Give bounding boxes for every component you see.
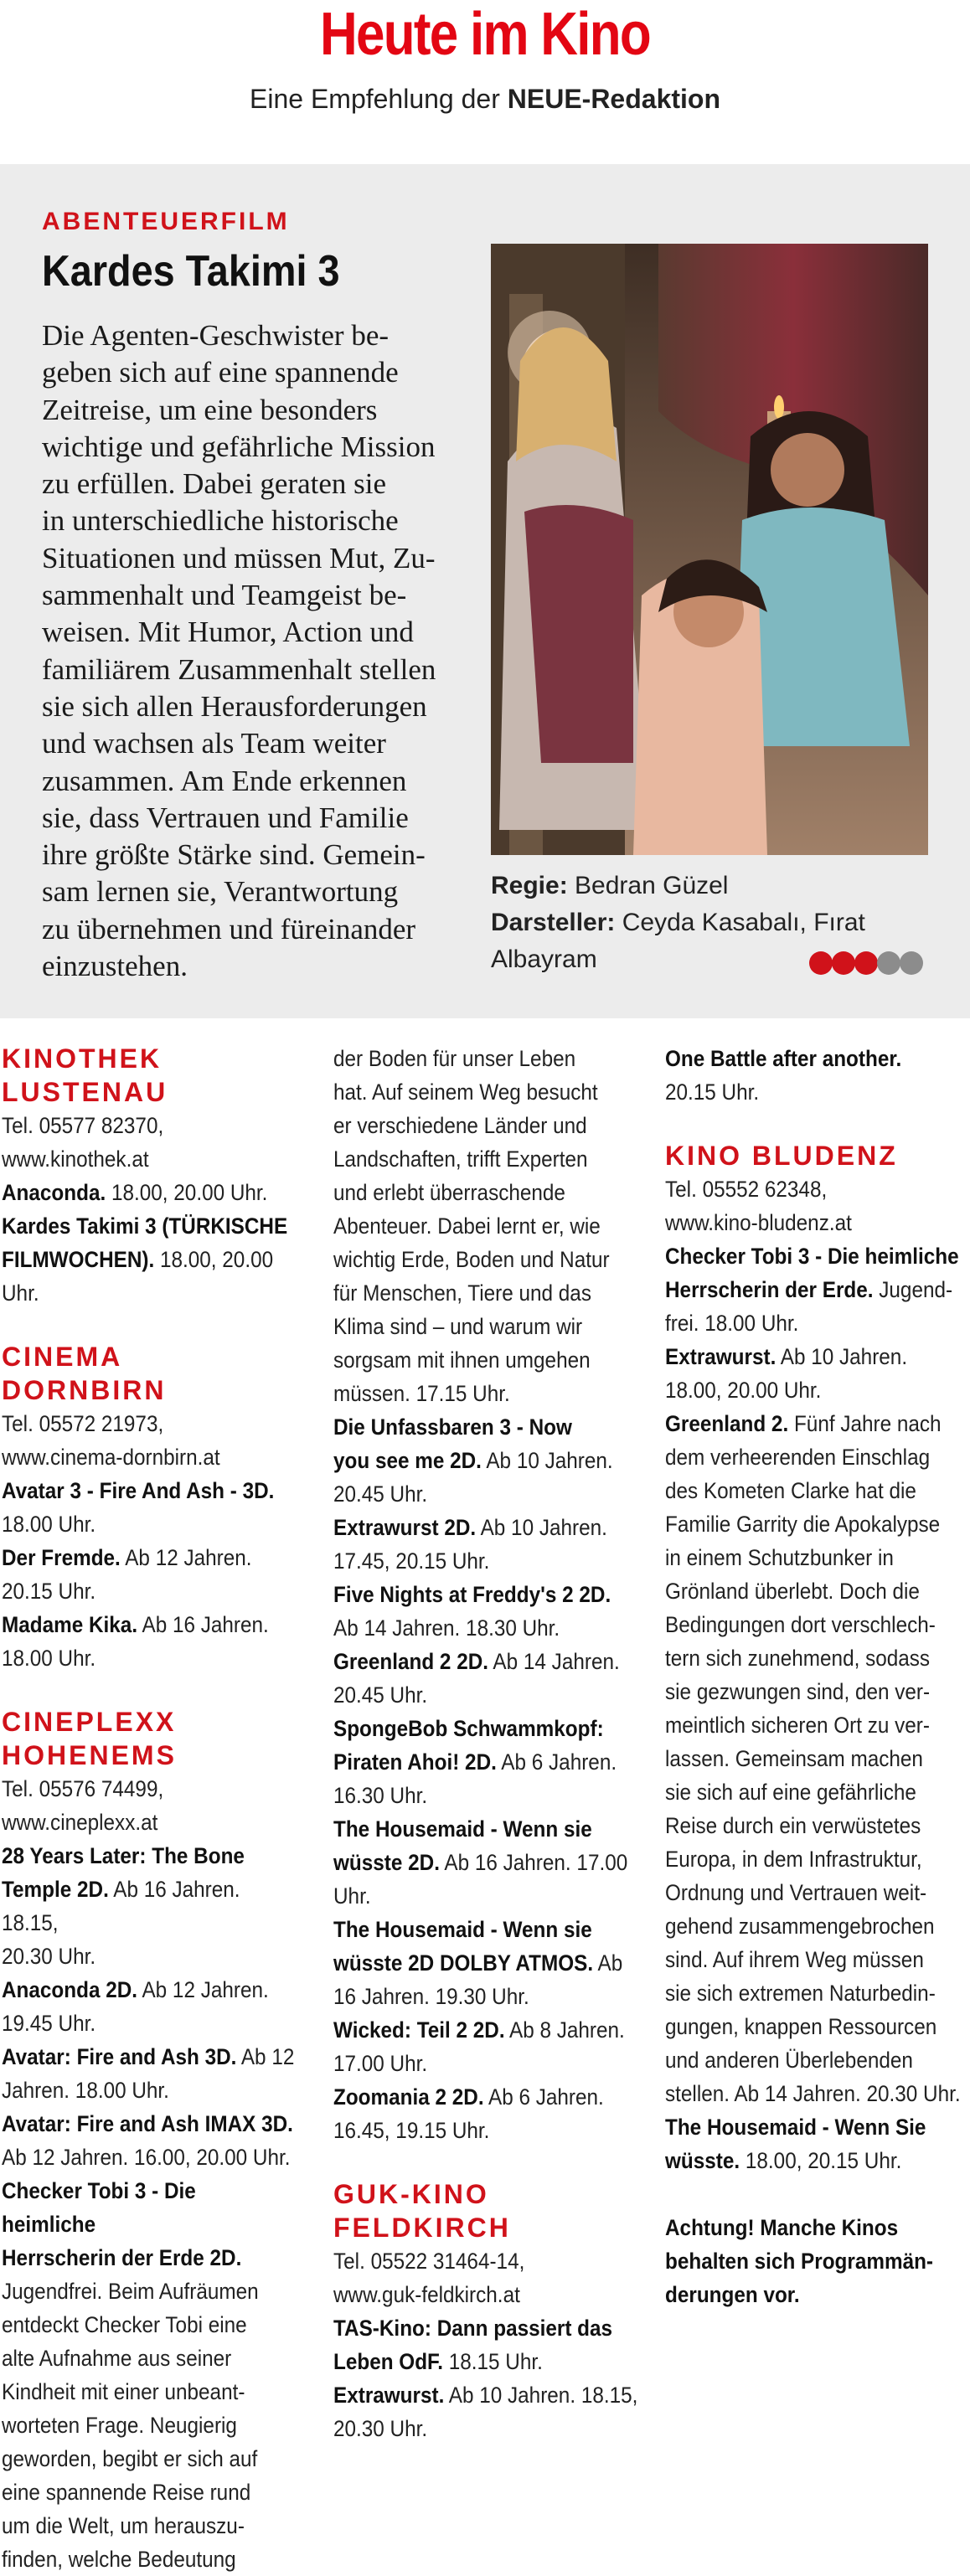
film-entry <box>2 1474 295 1541</box>
film-details: Jugendfrei. Beim Aufräumen entdeckt Checker Tobi eine alte Aufnahme aus seiner Kindheit mit einer unbeant- worteten Frage. Neugierig geworden, begibt er sich auf eine spannende Reise rund um die Welt, um herauszu- finden, welche Bedeutung <box>2 2279 259 2572</box>
film-title: Avatar 3 - Fire And Ash - 3D. <box>2 1478 275 1503</box>
film-title: Wicked: Teil 2 2D. <box>333 2017 505 2043</box>
page-title: Heute im Kino <box>320 1 650 68</box>
cinema-info <box>333 1042 648 1410</box>
film-title: The Housemaid - Wenn sie wüsste 2D DOLBY ATMOS. <box>333 1917 594 1976</box>
film-title: SpongeBob Schwammkopf: Piraten Ahoi! 2D. <box>333 1716 604 1775</box>
film-details: 20.15 Uhr. <box>665 1079 760 1105</box>
cinema-info <box>665 1172 967 1239</box>
film-details: Ab 16 Jahren. 18.00 Uhr. <box>2 1612 269 1671</box>
film-title: Madame Kika. <box>2 1612 138 1637</box>
subtitle-brand: NEUE-Redaktion <box>507 84 720 114</box>
cinema-info <box>2 1772 295 1839</box>
film-details: Tel. 05552 62348, www.kino-bludenz.at <box>665 1177 852 1235</box>
film-details: Ab 6 Jahren. 16.45, 19.15 Uhr. <box>333 2084 604 2143</box>
director-name: Bedran Güzel <box>575 872 729 899</box>
film-details: Ab 8 Jahren. 17.00 Uhr. <box>333 2017 625 2076</box>
film-title: Avatar: Fire and Ash IMAX 3D. <box>2 2111 293 2136</box>
page-subtitle <box>0 84 970 115</box>
cast-names: Ceyda Kasabalı, Fırat Albayram <box>491 909 865 973</box>
film-title: Checker Tobi 3 - Die heimliche Herrscherin der Erde 2D. <box>2 2178 242 2270</box>
film-details: Ab 10 Jahren. 20.45 Uhr. <box>333 1448 613 1507</box>
film-entry <box>2 2174 295 2576</box>
film-details: Ab 12 Jahren. 20.15 Uhr. <box>2 1545 252 1604</box>
page-header <box>0 0 970 142</box>
film-title: One Battle after another. <box>665 1046 902 1071</box>
film-still-photo <box>491 244 928 855</box>
film-entry <box>2 1176 295 1209</box>
film-details: Tel. 05522 31464-14, www.guk-feldkirch.at <box>333 2249 525 2307</box>
film-details: Ab 12 Jahren. 16.00, 20.00 Uhr. <box>2 2145 291 2170</box>
film-details: 18.00, 20.15 Uhr. <box>740 2148 902 2173</box>
film-title: Achtung! Manche Kinos behalten sich Programmän- derungen vor. <box>665 2215 934 2307</box>
film-entry <box>665 1239 967 1340</box>
film-entry <box>665 2110 967 2177</box>
film-details: Fünf Jahre nach dem verheerenden Einschlag des Kometen Clarke hat die Familie Garrity die Apokalypse in einem Schutzbunker in Grönland überlebt. Doch die Bedingungen dort verschlech- tern sich zunehmend, sodass sie gezwungen sind, den ver- meintlich sicheren Ort zu ver- lassen. Gemeinsam machen sie sich auf eine gefährliche Reise durch ein verwüstetes Europa, in dem Infrastruktur, Ordnung und Vertrauen weit- gehend zusammengebrochen sind. Auf ihrem Weg müssen sie sich extremen Naturbedin- gungen, knappen Ressourcen und anderen Überlebenden stellen. Ab 14 Jahren. 20.30 Uhr. <box>665 1411 961 2106</box>
film-entry <box>2 2107 295 2174</box>
film-entry <box>333 1578 648 1645</box>
film-details: Ab 6 Jahren. 16.30 Uhr. <box>333 1749 617 1808</box>
film-entry <box>333 1913 648 2013</box>
director-label: Regie: <box>491 872 568 899</box>
featured-film <box>0 164 970 1018</box>
film-details: Jugend- frei. 18.00 Uhr. <box>665 1277 953 1336</box>
film-entry <box>333 2080 648 2147</box>
cinema-name: GUK-KINO FELDKIRCH <box>333 2179 511 2243</box>
film-details: Ab 12 Jahren. 18.00 Uhr. <box>2 2044 295 2103</box>
film-entry <box>333 1511 648 1578</box>
feature-description: Die Agenten-Geschwister be- geben sich auf eine spannende Zeitreise, um eine besonders wichtige und gefährliche Mission zu erfüllen. Dabei geraten sie in unterschiedliche historische Situationen und müssen Mut, Zu- sammenhalt und Teamgeist be- weisen. Mit Humor, Action und familiärem Zusammenhalt stellen sie sich allen Herausforderungen und wachsen als Team weiter zusammen. Am Ende erkennen sie, dass Vertrauen und Familie ihre größte Stärke sind. Gemein- sam lernen sie, Verantwortung zu übernehmen und füreinander einzustehen. <box>42 319 436 983</box>
film-details: Tel. 05577 82370, www.kinothek.at <box>2 1113 164 1172</box>
film-still-illustration <box>491 244 928 855</box>
rating-dot-filled <box>854 951 878 975</box>
cinema-info <box>2 1109 295 1176</box>
film-entry <box>333 1812 648 1913</box>
film-entry <box>2 1973 295 2040</box>
subtitle-prefix: Eine Empfehlung der <box>250 84 508 114</box>
film-entry <box>333 1712 648 1812</box>
film-title: Five Nights at Freddy's 2 2D. <box>333 1582 611 1607</box>
film-entry <box>665 1042 967 1109</box>
film-details: 18.00, 20.00 Uhr. <box>106 1180 268 1205</box>
film-details: Ab 14 Jahren. 20.45 Uhr. <box>333 1649 620 1708</box>
film-title: Anaconda 2D. <box>2 1977 138 2002</box>
cinema-name: CINEMA DORNBIRN <box>2 1342 167 1405</box>
feature-title: Kardes Takimi 3 <box>42 247 340 296</box>
film-entry <box>333 1410 648 1511</box>
film-entry <box>665 1340 967 1407</box>
film-details: Ab 16 Jahren. 17.00 Uhr. <box>333 1850 628 1909</box>
film-entry <box>333 2378 648 2445</box>
director-line <box>491 868 935 904</box>
film-title: The Housemaid - Wenn sie wüsste 2D. <box>333 1816 592 1875</box>
film-title: Anaconda. <box>2 1180 106 1205</box>
rating-dot-empty <box>877 951 900 975</box>
film-details: Ab 10 Jahren. 17.45, 20.15 Uhr. <box>333 1515 607 1574</box>
film-entry <box>2 1541 295 1608</box>
film-details: Ab 16 Jahren. 18.15, 20.30 Uhr. <box>2 1877 240 1969</box>
rating-dot-filled <box>809 951 833 975</box>
program-note <box>665 2211 967 2311</box>
film-details: Ab 10 Jahren. 18.15, 20.30 Uhr. <box>333 2383 638 2441</box>
film-entry <box>2 2040 295 2107</box>
film-details: Ab 16 Jahren. 19.30 Uhr. <box>333 1950 623 2009</box>
film-entry <box>333 1645 648 1712</box>
cinema-name: CINEPLEXX HOHENEMS <box>2 1707 177 1770</box>
rating-dot-empty <box>900 951 923 975</box>
feature-genre: ABENTEUERFILM <box>42 208 290 235</box>
film-title: TAS-Kino: Dann passiert das Leben OdF. <box>333 2316 613 2374</box>
film-title: Extrawurst. <box>333 2383 445 2408</box>
rating-dot-filled <box>832 951 855 975</box>
film-details: Tel. 05572 21973, www.cinema-dornbirn.at <box>2 1411 220 1470</box>
cinema-name: KINO BLUDENZ <box>665 1141 898 1171</box>
film-details: Ab 10 Jahren. 18.00, 20.00 Uhr. <box>665 1344 908 1403</box>
film-entry <box>333 2013 648 2080</box>
cinema-info <box>2 1407 295 1474</box>
film-title: Kardes Takimi 3 (TÜRKISCHE FILMWOCHEN). <box>2 1213 288 1272</box>
film-details: Ab 14 Jahren. 18.30 Uhr. <box>333 1615 560 1641</box>
film-title: Extrawurst. <box>665 1344 777 1369</box>
listing-column-2 <box>333 1042 648 2445</box>
film-title: Die Unfassbaren 3 - Now you see me 2D. <box>333 1414 572 1473</box>
film-entry <box>2 1209 295 1310</box>
film-title: 28 Years Later: The Bone Temple 2D. <box>2 1843 245 1902</box>
film-entry <box>665 1407 967 2110</box>
film-details: Ab 12 Jahren. 19.45 Uhr. <box>2 1977 269 2036</box>
film-entry <box>333 2311 648 2378</box>
film-details: 18.15 Uhr. <box>442 2349 543 2374</box>
film-details: 18.00, 20.00 Uhr. <box>2 1247 274 1306</box>
film-title: Checker Tobi 3 - Die heimliche Herrscherin der Erde. <box>665 1244 959 1302</box>
film-details: Tel. 05576 74499, www.cineplexx.at <box>2 1776 164 1835</box>
film-title: The Housemaid - Wenn Sie wüsste. <box>665 2115 926 2173</box>
film-title: Zoomania 2 2D. <box>333 2084 484 2110</box>
film-title: Extrawurst 2D. <box>333 1515 477 1540</box>
film-entry <box>2 1839 295 1973</box>
film-entry <box>2 1608 295 1675</box>
cinema-name: KINOTHEK LUSTENAU <box>2 1043 168 1107</box>
film-title: Der Fremde. <box>2 1545 121 1570</box>
listing-column-1 <box>2 1042 295 2576</box>
cinema-info <box>333 2244 648 2311</box>
film-details: der Boden für unser Leben hat. Auf seinem Weg besucht er verschiedene Länder und Landschaften, trifft Experten und erlebt überraschende Abenteuer. Dabei lernt er, wie wichtig Erde, Boden und Natur für Menschen, Tiere und das Klima sind – und warum wir sorgsam mit ihnen umgehen müssen. 17.15 Uhr. <box>333 1046 610 1406</box>
cast-label: Darsteller: <box>491 909 616 936</box>
film-title: Greenland 2. <box>665 1411 789 1436</box>
listing-column-3 <box>665 1042 967 2311</box>
film-title: Greenland 2 2D. <box>333 1649 489 1674</box>
film-title: Avatar: Fire and Ash 3D. <box>2 2044 237 2069</box>
film-details: 18.00 Uhr. <box>2 1512 96 1537</box>
